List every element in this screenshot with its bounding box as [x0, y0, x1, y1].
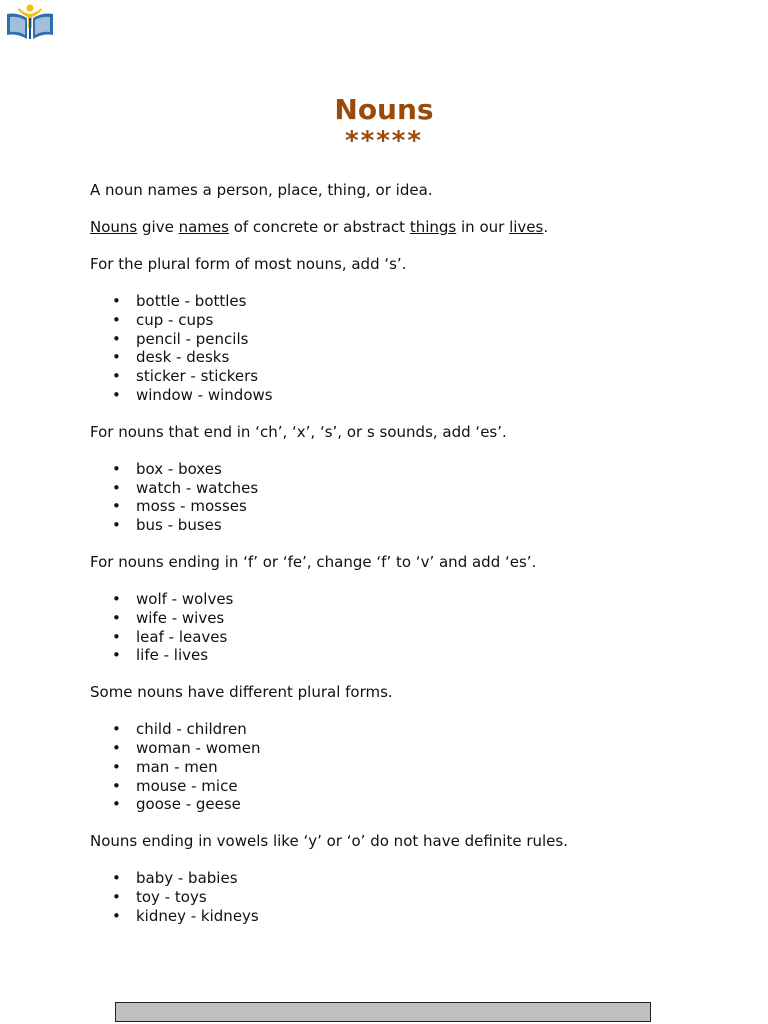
footer-bar: [115, 1002, 651, 1022]
bullet-icon: •: [112, 329, 121, 348]
list-item: [90, 739, 710, 758]
plural-example-text: baby - babies: [136, 869, 238, 888]
list-item: [90, 777, 710, 796]
plural-example-text: window - windows: [136, 385, 273, 404]
intro-text: .: [543, 218, 549, 236]
document-body: [90, 181, 710, 926]
plural-example-text: pencil - pencils: [136, 329, 249, 348]
list-item: [90, 330, 710, 349]
plural-example-text: woman - women: [136, 738, 261, 757]
plural-example-text: child - children: [136, 720, 247, 739]
plural-example-list: [90, 869, 710, 925]
bullet-icon: •: [112, 757, 121, 776]
list-item: [90, 311, 710, 330]
plural-example-text: goose - geese: [136, 795, 241, 814]
bullet-icon: •: [112, 367, 121, 386]
plural-example-text: desk - desks: [136, 348, 230, 367]
plural-example-text: life - lives: [136, 646, 209, 665]
rule-section: [90, 832, 710, 925]
plural-example-list: [90, 590, 710, 665]
bullet-icon: •: [112, 292, 121, 310]
underlined-word: lives: [509, 218, 544, 236]
title-stars: *****: [345, 126, 423, 156]
bullet-icon: •: [112, 795, 121, 814]
intro-line-1: A noun names a person, place, thing, or idea.: [90, 181, 433, 199]
list-item: [90, 497, 710, 516]
bullet-icon: •: [112, 887, 121, 906]
bullet-icon: •: [112, 869, 121, 888]
bullet-icon: •: [112, 627, 121, 646]
plural-example-text: wife - wives: [136, 608, 225, 627]
rule-heading: Nouns ending in vowels like ‘y’ or ‘o’ do not have definite rules.: [90, 832, 568, 851]
rule-heading: For the plural form of most nouns, add ‘s’.: [90, 255, 407, 273]
rule-section: [90, 423, 710, 553]
list-item: [90, 795, 710, 814]
bullet-icon: •: [112, 516, 121, 535]
intro-text: of concrete or abstract: [228, 218, 410, 236]
list-item: [90, 516, 710, 535]
bullet-icon: •: [112, 589, 121, 608]
list-item: [90, 628, 710, 647]
underlined-word: Nouns: [90, 218, 138, 236]
page-title: Nouns: [334, 93, 434, 126]
book-reader-icon: [5, 2, 55, 40]
list-item: [90, 460, 710, 479]
list-item: [90, 758, 710, 777]
bullet-icon: •: [112, 646, 121, 665]
list-item: [90, 907, 710, 926]
plural-example-text: cup - cups: [136, 310, 214, 329]
intro-text: give: [137, 218, 179, 236]
plural-example-text: box - boxes: [136, 459, 222, 478]
plural-rules-sections: [90, 255, 710, 926]
bullet-icon: •: [112, 459, 121, 478]
list-item: [90, 646, 710, 665]
list-item: [90, 292, 710, 311]
plural-example-list: [90, 460, 710, 535]
plural-example-text: leaf - leaves: [136, 627, 228, 646]
list-item: [90, 609, 710, 628]
list-item: [90, 348, 710, 367]
bullet-icon: •: [112, 776, 121, 795]
plural-example-text: wolf - wolves: [136, 589, 234, 608]
rule-heading: For nouns that end in ‘ch’, ‘x’, ‘s’, or s sounds, add ‘es’.: [90, 422, 507, 441]
plural-example-text: sticker - stickers: [136, 367, 259, 386]
plural-example-text: bottle - bottles: [136, 292, 247, 310]
list-item: [90, 869, 710, 888]
plural-example-text: moss - mosses: [136, 497, 247, 516]
bullet-icon: •: [112, 385, 121, 404]
intro-line-2: [90, 218, 710, 237]
intro-text: in our: [456, 218, 510, 236]
plural-example-text: mouse - mice: [136, 776, 238, 795]
rule-heading: Some nouns have different plural forms.: [90, 683, 393, 702]
bullet-icon: •: [112, 497, 121, 516]
list-item: [90, 888, 710, 907]
plural-example-text: man - men: [136, 757, 218, 776]
bullet-icon: •: [112, 478, 121, 497]
rule-section: [90, 255, 710, 423]
underlined-word: names: [178, 218, 229, 236]
bullet-icon: •: [112, 608, 121, 627]
plural-example-text: bus - buses: [136, 516, 222, 535]
book-reader-logo: [5, 2, 55, 40]
underlined-word: things: [409, 218, 457, 236]
bullet-icon: •: [112, 738, 121, 757]
bullet-icon: •: [112, 348, 121, 367]
list-item: [90, 720, 710, 739]
list-item: [90, 479, 710, 498]
plural-example-list: [90, 292, 710, 405]
rule-section: [90, 553, 710, 683]
plural-example-text: watch - watches: [136, 478, 259, 497]
rule-heading: For nouns ending in ‘f’ or ‘fe’, change ‘f’ to ‘v’ and add ‘es’.: [90, 552, 537, 571]
plural-example-list: [90, 720, 710, 814]
bullet-icon: •: [112, 310, 121, 329]
rule-section: [90, 683, 710, 832]
plural-example-text: toy - toys: [136, 887, 207, 906]
bullet-icon: •: [112, 720, 121, 739]
list-item: [90, 590, 710, 609]
plural-example-text: kidney - kidneys: [136, 906, 259, 925]
list-item: [90, 367, 710, 386]
list-item: [90, 386, 710, 405]
bullet-icon: •: [112, 906, 121, 925]
